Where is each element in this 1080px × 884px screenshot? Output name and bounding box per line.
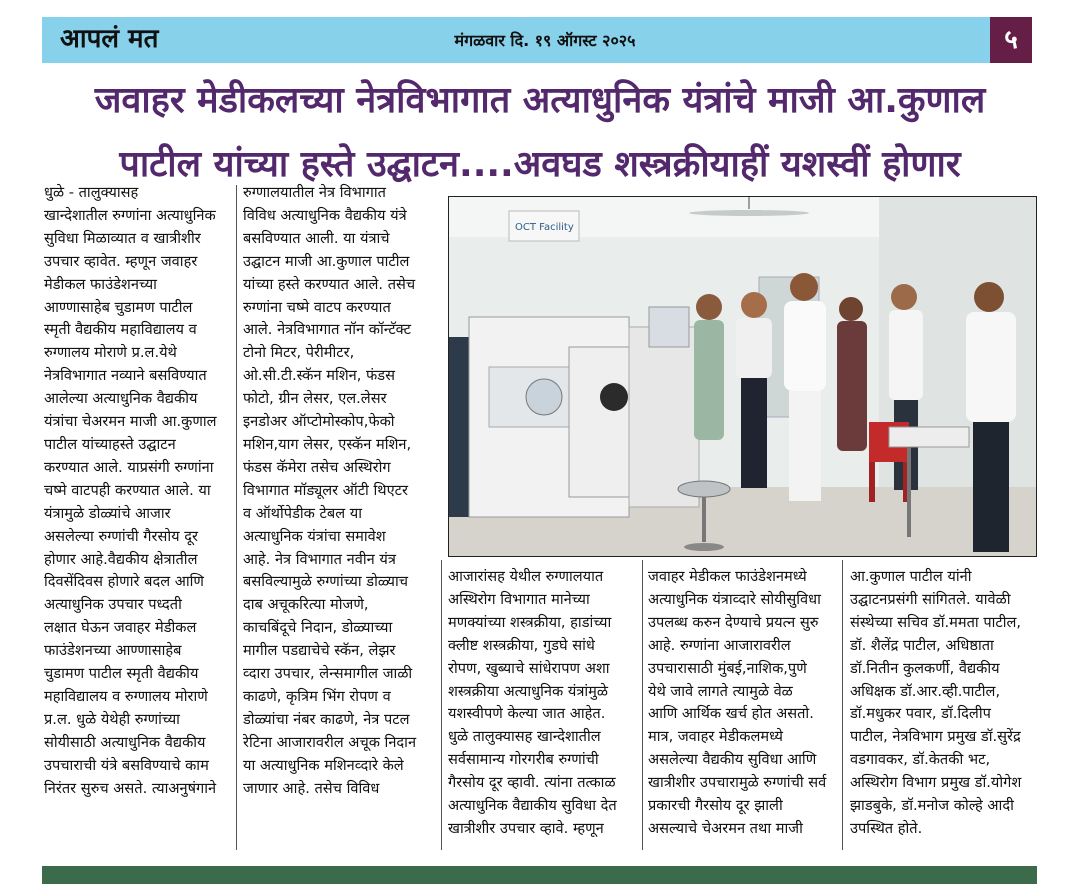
article-line: पाटील यांच्याहस्ते उद्घाटन — [44, 435, 176, 453]
article-line: आले. नेत्रविभागात नॉन कॉन्टॅक्ट — [243, 321, 411, 339]
article-line: उद्घाटन माजी आ.कुणाल पाटील — [243, 252, 410, 270]
column-rule — [236, 185, 237, 850]
article-line: रोपण, खुब्याचे सांधेरापण अशा — [448, 659, 610, 677]
article-line: यंत्रांचा चेअरमन माजी आ.कुणाल — [44, 413, 217, 431]
article-line: नेत्रविभागात नव्याने बसविण्यात — [44, 367, 207, 385]
column-rule — [441, 560, 442, 850]
article-line: पाटील, नेत्रविभाग प्रमुख डॉ.सुरेंद्र — [850, 728, 1021, 746]
article-line: यशस्वीपणे केल्या जात आहेत. — [448, 705, 606, 723]
article-line: प्र.ल. धुळे येथेही रुग्णांच्या — [44, 710, 180, 728]
photo-illustration — [449, 197, 1036, 556]
article-line: आण्णासाहेब चुडामण पाटील — [44, 298, 193, 316]
article-line: क्लीष्ट शस्त्रक्रीया, गुडघे सांधे — [448, 636, 595, 654]
article-line: डॉ. शैलेंद्र पाटील, अधिष्ठाता — [850, 636, 994, 654]
article-line: असलेल्या वैद्यकीय सुविधा आणि — [648, 751, 817, 769]
column-rule — [642, 560, 643, 850]
article-line: आ.कुणाल पाटील यांनी — [850, 568, 972, 585]
article-line: विविध अत्याधुनिक वैद्यकीय यंत्रे — [243, 206, 407, 224]
article-line: बसविल्यामुळे रुग्णांच्या डोळ्याच — [243, 573, 408, 591]
article-column-1 — [44, 182, 230, 854]
article-line: रेटिना आजारावरील अचूक निदान — [243, 733, 417, 751]
article-line: आणि आर्थिक खर्च होत असतो. — [648, 705, 814, 723]
article-column-4 — [648, 566, 838, 854]
article-line: जवाहर मेडीकल फाउंडेशनमध्ये — [648, 568, 807, 585]
article-line: असल्याचे चेअरमन तथा माजी — [648, 819, 803, 837]
article-line: रुग्णालय मोराणे प्र.ल.येथे — [44, 344, 177, 362]
article-line: मशिन,याग लेसर, एस्कॅन मशिन, — [243, 435, 412, 453]
article-line: मेडीकल फाउंडेशनच्या — [44, 275, 157, 293]
article-line: आहे. रुग्णांना आजारावरील — [648, 636, 791, 654]
article-line: गैरसोय दूर व्हावी. त्यांना तत्काळ — [448, 774, 616, 792]
article-line: उद्घाटनप्रसंगी सांगितले. यावेळी — [850, 590, 1011, 608]
article-line: खान्देशातील रुग्णांना अत्याधुनिक — [44, 206, 216, 224]
article-line: ओ.सी.टी.स्कॅन मशिन, फंडस — [243, 367, 395, 385]
article-line: धुळे - तालुक्यासह — [44, 184, 139, 201]
article-line: टोनो मिटर, पेरीमीटर, — [243, 344, 355, 362]
article-line: डॉ.मधुकर पवार, डॉ.दिलीप — [850, 705, 991, 723]
headline-line-2: पाटील यांच्या हस्ते उद्घाटन....अवघड शस्त्रक्रीयाहीं यशस्वीं होणार — [119, 144, 961, 185]
article-line: बसविण्यात आली. या यंत्राचे — [243, 229, 390, 247]
article-line: डॉ.नितीन कुलकर्णी, वैद्यकीय — [850, 659, 1000, 677]
article-line: फाउंडेशनच्या आण्णासाहेब — [44, 642, 182, 660]
issue-date: मंगळवार दि. १९ ऑगस्ट २०२५ — [454, 31, 636, 50]
article-column-3 — [448, 566, 638, 854]
page-number: ५ — [990, 17, 1032, 63]
article-line: निरंतर सुरुच असते. त्याअनुषंगाने — [44, 779, 217, 797]
article-line: आजारांसह येथील रुग्णालयात — [448, 568, 604, 585]
article-line: महाविद्यालय व रुग्णालय मोराणे — [44, 687, 208, 705]
article-line: इनडोअर ऑप्टोमोस्कोप,फेको — [243, 413, 395, 431]
article-line: आलेल्या अत्याधुनिक वैद्यकीय — [44, 390, 198, 408]
article-line: काढणे, कृत्रिम भिंग रोपण व — [243, 687, 391, 705]
article-line: खात्रीशीर उपचार व्हावे. म्हणून — [448, 819, 604, 837]
article-line: प्रकारची गैरसोय दूर झाली — [648, 797, 783, 815]
article-line: अस्थिरोग विभागात मानेच्या — [448, 590, 590, 608]
article-line: होणार आहे.वैद्यकीय क्षेत्रातील — [44, 550, 198, 568]
article-line: दिवसेंदिवस होणारे बदल आणि — [44, 573, 204, 591]
column-rule — [842, 560, 843, 850]
article-line: उपस्थित होते. — [850, 819, 923, 837]
article-line: चष्मे वाटपही करण्यात आले. या — [44, 481, 211, 499]
article-line: मात्र, जवाहर मेडीकलमध्ये — [648, 728, 784, 746]
event-photo — [448, 196, 1037, 557]
article-line: काचबिंदूचे निदान, डोळ्याच्या — [243, 619, 393, 637]
article-line: अत्याधुनिक उपचार पध्दती — [44, 596, 182, 614]
section-title: आपलं मत — [60, 24, 159, 54]
article-line: या अत्याधुनिक मशिनव्दारे केले — [243, 756, 404, 774]
article-line: रुग्णांना चष्मे वाटप करण्यात — [243, 298, 391, 316]
next-story-photo-strip — [42, 866, 1037, 884]
article-line: धुळे तालुक्यासह खान्देशातील — [448, 728, 601, 746]
article-line: उपचारासाठी मुंबई,नाशिक,पुणे — [648, 659, 807, 677]
article-line: जाणार आहे. तसेच विविध — [243, 779, 380, 797]
article-line: संस्थेच्या सचिव डॉ.ममता पाटील, — [850, 613, 1022, 631]
sign-text: OCT Facility — [515, 222, 574, 233]
article-line: अत्याधुनिक यंत्राव्दारे सोयीसुविधा — [648, 590, 821, 608]
article-column-2 — [243, 182, 433, 854]
article-line: उपचार व्हावेत. म्हणून जवाहर — [44, 252, 198, 270]
article-line: अस्थिरोग विभाग प्रमुख डॉ.योगेश — [850, 774, 1022, 792]
article-line: मणक्यांच्या शस्त्रक्रीया, हाडांच्या — [448, 613, 612, 631]
article-line: आहे. नेत्र विभागात नवीन यंत्र — [243, 550, 396, 568]
article-line: शस्त्रक्रीया अत्याधुनिक यंत्रांमुळे — [448, 682, 608, 700]
article-line: वडगावकर, डॉ.केतकी भट, — [850, 751, 991, 769]
article-line: विभागात मॉड्यूलर ऑटी थिएटर — [243, 481, 408, 499]
article-column-5 — [850, 566, 1040, 854]
article-line: मागील पडद्याचेचे स्कॅन, लेझर — [243, 642, 396, 660]
article-line: झाडबुके, डॉ.मनोज कोल्हे आदी — [850, 797, 1014, 815]
article-line: स्मृती वैद्यकीय महाविद्यालय व — [44, 321, 197, 339]
article-line: व्दारा उपचार, लेन्समागील जाळी — [243, 665, 413, 683]
article-line: यांच्या हस्ते करण्यात आले. तसेच — [243, 275, 416, 293]
article-line: व ऑर्थोपेडीक टेबल या — [243, 504, 362, 522]
article-line: फोटो, ग्रीन लेसर, एल.लेसर — [243, 390, 387, 408]
article-line: यंत्रामुळे डोळ्यांचे आजार — [44, 504, 171, 522]
article-line: करण्यात आले. याप्रसंगी रुग्णांना — [44, 458, 214, 476]
article-line: चुडामण पाटील स्मृती वैद्यकीय — [44, 665, 199, 683]
article-line: फंडस कॅमेरा तसेच अस्थिरोग — [243, 458, 391, 476]
article-line: लक्षात घेऊन जवाहर मेडीकल — [44, 619, 197, 637]
article-line: उपलब्ध करुन देण्याचे प्रयत्न सुरु — [648, 613, 819, 631]
article-line: सुविधा मिळाव्यात व खात्रीशीर — [44, 229, 201, 247]
article-line: दाब अचूकरित्या मोजणे, — [243, 596, 369, 614]
article-line: अधिक्षक डॉ.आर.व्ही.पाटील, — [850, 682, 1001, 700]
article-line: डोळ्यांचा नंबर काढणे, नेत्र पटल — [243, 710, 410, 728]
article-line: सर्वसामान्य गोरगरीब रुग्णांची — [448, 751, 599, 769]
article-line: उपचाराची यंत्रे बसविण्याचे काम — [44, 756, 209, 774]
article-line: रुग्णालयातील नेत्र विभागात — [243, 184, 386, 201]
article-line: अत्याधुनिक वैद्याकीय सुविधा देत — [448, 797, 617, 815]
article-line: अत्याधुनिक यंत्रांचा समावेश — [243, 527, 386, 545]
article-line: सोयीसाठी अत्याधुनिक वैद्यकीय — [44, 733, 206, 751]
article-line: असलेल्या रुग्णांची गैरसोय दूर — [44, 527, 198, 545]
article-line: खात्रीशीर उपचारामुळे रुग्णांची सर्व — [648, 774, 827, 792]
headline-line-1: जवाहर मेडीकलच्या नेत्रविभागात अत्याधुनिक यंत्रांचे माजी आ.कुणाल — [94, 80, 986, 121]
article-line: येथे जावे लागते त्यामुळे वेळ — [648, 682, 793, 700]
